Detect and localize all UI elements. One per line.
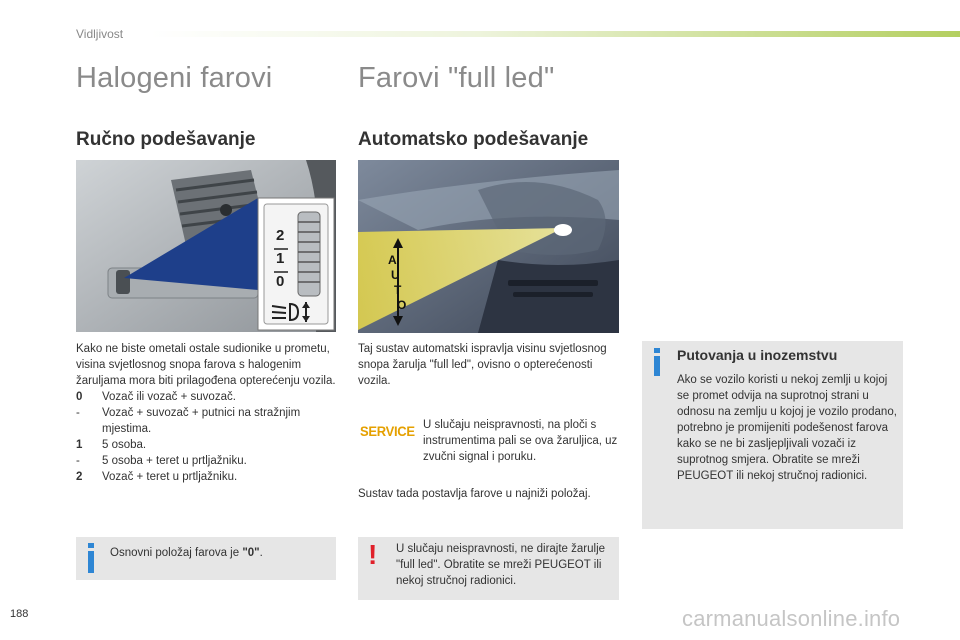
service-text: U slučaju neispravnosti, na ploči s instrumentima pali se ova žaruljica, uz zvučni signal i poruku. <box>423 419 618 463</box>
dial-label-2: 2 <box>276 227 285 244</box>
dial-label-0: 0 <box>276 273 285 290</box>
list-item: 0 Vozač ili vozač + suvozač. <box>76 391 236 403</box>
dashboard-dial-image <box>76 160 336 332</box>
auto-letter: U <box>391 268 400 282</box>
warning-exclamation-icon: ! <box>368 539 378 570</box>
warning-text: U slučaju neispravnosti, ne dirajte žarulje "full led". Obratite se mreži PEUGEOT ili nekoj stručnoj radionici. <box>396 543 606 587</box>
list-item: - 5 osoba + teret u prtljažniku. <box>76 455 247 467</box>
left-title: Halogeni farovi <box>76 62 273 94</box>
auto-letter: A <box>388 253 397 267</box>
watermark: carmanualsonline.info <box>682 606 901 631</box>
travel-text: Ako se vozilo koristi u nekoj zemlji u kojoj se promet odvija na suprotnoj strani u odnosu na zemlju u kojoj je vozilo prodano, potrebno je promijeniti podešenost farova kako se ne bi zasljepljivali vozači iz suprotnog smjera. Obratite se mreži PEUGEOT ili nekoj stručnoj radionici. <box>677 374 897 482</box>
info-icon <box>654 348 660 353</box>
left-body <box>76 341 336 485</box>
dial-label-1: 1 <box>276 250 285 267</box>
auto-letter: O <box>397 298 407 312</box>
list-item: 1 5 osoba. <box>76 439 147 451</box>
left-intro: Kako ne biste ometali ostale sudionike u prometu, visina svjetlosnog snopa farova s halogenim žaruljama mora biti prilagođena opterećenju vozila. <box>76 343 336 387</box>
right-subtitle: Automatsko podešavanje <box>358 129 589 150</box>
right-title: Farovi "full led" <box>358 62 555 94</box>
section-label: Vidljivost <box>76 27 124 41</box>
full-led-warning-note <box>358 537 619 600</box>
default-position-note: Osnovni položaj farova je "0". <box>76 537 336 580</box>
right-intro: Taj sustav automatski ispravlja visinu svjetlosnog snopa žarulja "full led", ovisno o opterećenosti vozila. <box>358 343 607 387</box>
header-accent-bar <box>150 31 960 37</box>
left-subtitle: Ručno podešavanje <box>76 129 256 150</box>
auto-letter: T <box>394 283 402 297</box>
full-led-headlamp-image <box>358 160 619 333</box>
travel-abroad-note <box>642 341 903 529</box>
service-warning-icon: SERVICE <box>360 423 415 440</box>
info-icon-bar <box>654 356 660 376</box>
travel-title: Putovanja u inozemstvu <box>677 347 838 363</box>
page-number: 188 <box>10 608 29 620</box>
info-icon <box>88 543 94 548</box>
lowest-position-text: Sustav tada postavlja farove u najniži položaj. <box>358 488 591 500</box>
info-icon-bar <box>88 551 94 573</box>
list-item: 2 Vozač + teret u prtljažniku. <box>76 471 238 483</box>
list-item: - Vozač + suvozač + putnici na stražnjim mjestima. <box>76 407 301 435</box>
